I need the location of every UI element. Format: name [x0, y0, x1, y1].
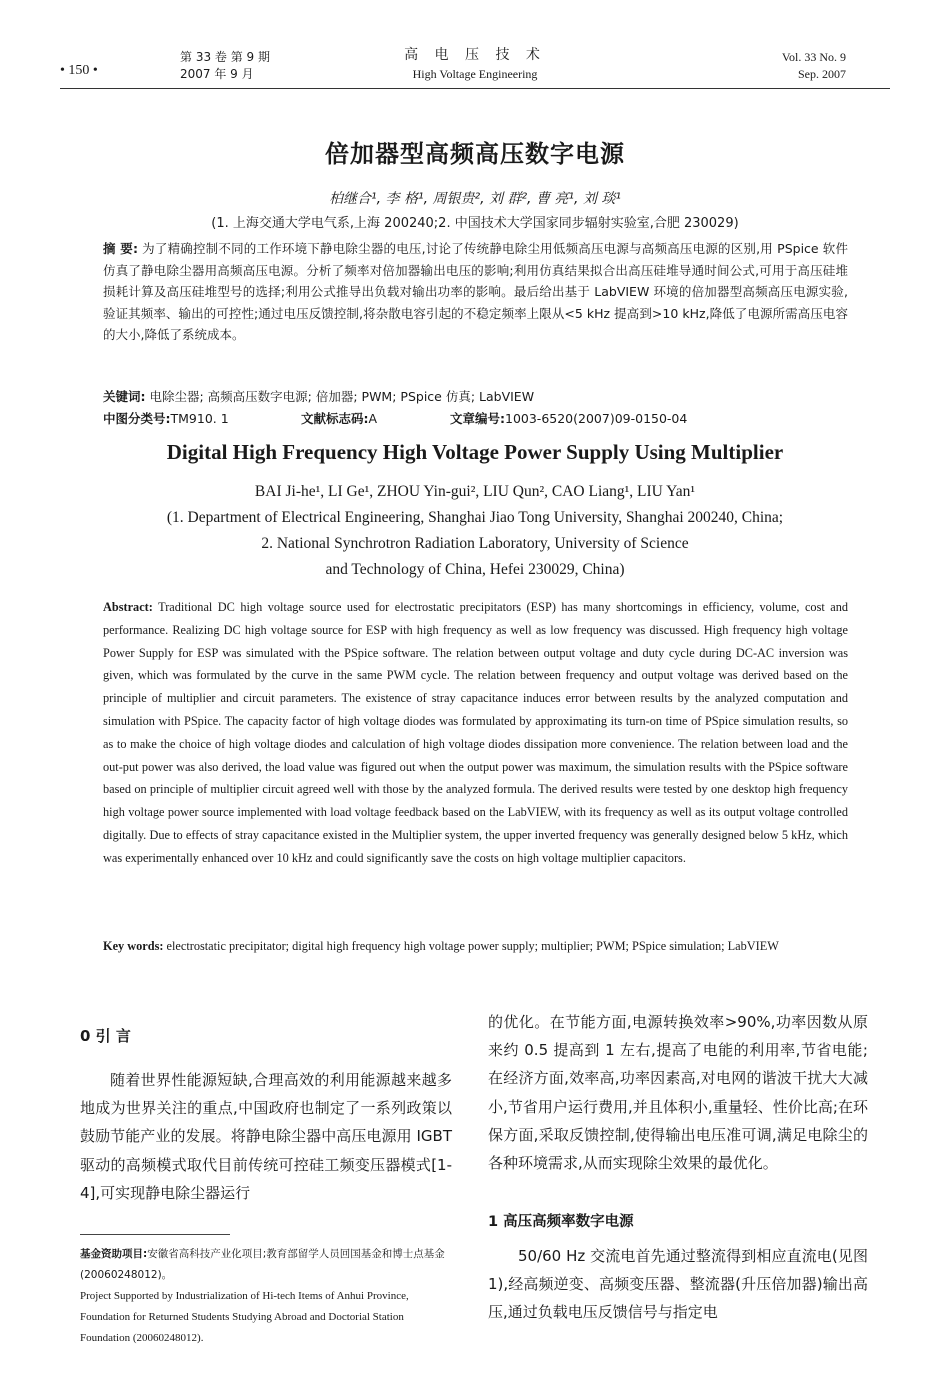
- clc-label: 中图分类号:: [103, 411, 171, 426]
- abstract-en-label: Abstract:: [103, 600, 153, 614]
- paper-title-cn: 倍加器型高频高压数字电源: [325, 140, 625, 168]
- affiliation-cn: (1. 上海交通大学电气系,上海 200240;2. 中国技术大学国家同步辐射实验室,合肥 230029): [211, 216, 739, 231]
- intro-paragraph-continued: 的优化。在节能方面,电源转换效率>90%,功率因数从原来约 0.5 提高到 1 左右,提高了电能的利用率,节省电能;在经济方面,效率高,功率因素高,对电网的谐波干扰大大减小,节省用户运行费用,并且体积小,重量轻、性价比高;在环保方面,采取反馈控制,使得输出电压准可调,满足电除尘的各种环境需求,从而实现除尘效果的最优化。: [488, 1013, 868, 1173]
- keywords-en: [103, 935, 848, 958]
- keywords-en-text: electrostatic precipitator; digital high frequency high voltage power supply; multiplier; PWM; PSpice simulation; LabVIEW: [166, 939, 779, 953]
- doc-code-label: 文献标志码:: [301, 411, 369, 426]
- abstract-cn-text: 为了精确控制不同的工作环境下静电除尘器的电压,讨论了传统静电除尘用低频高压电源与高频高压电源的区别,用 PSpice 软件仿真了静电除尘器用高频高压电源。分析了频率对倍加器输出电压的影响;利用仿真结果拟合出高压硅堆导通时间公式,可用于高压硅堆损耗计算及高压硅堆型号的选择;利用公式推导出负载对输出功率的影响。最后给出基于 LabVIEW 环境的倍加器型高频高压电源实验,验证其频率、输出的可控性;通过电压反馈控制,将杂散电容引起的不稳定频率上限从<5 kHz 提高到>10 kHz,降低了电源所需高压电容的大小,降低了系统成本。: [103, 241, 848, 342]
- affiliation-en-line-1: (1. Department of Electrical Engineering, Shanghai Jiao Tong University, Shanghai 200240, China;: [166, 509, 784, 526]
- clc-number: [103, 409, 229, 429]
- paper-title-en: Digital High Frequency High Voltage Power Supply Using Multiplier: [166, 440, 784, 464]
- article-number: [450, 409, 687, 429]
- affiliation-en-line-3: and Technology of China, Hefei 230029, China): [325, 561, 625, 578]
- footnote-rule: [80, 1234, 230, 1235]
- abstract-cn: [103, 238, 848, 346]
- doc-code: [301, 409, 377, 429]
- date-en: Sep. 2007: [798, 67, 846, 81]
- intro-paragraph: 随着世界性能源短缺,合理高效的利用能源越来越多地成为世界关注的重点,中国政府也制定了一系列政策以鼓励节能产业的发展。将静电除尘器中高压电源用 IGBT 驱动的高频模式取代目前传统可控硅工频变压器模式[1-4],可实现静电除尘器运行: [80, 1071, 452, 1202]
- article-number-value: 1003-6520(2007)09-0150-04: [505, 411, 688, 426]
- date-cn: 2007 年 9 月: [180, 67, 254, 81]
- section-0-heading: 0 引 言: [80, 1027, 131, 1045]
- section-1-paragraph: 50/60 Hz 交流电首先通过整流得到相应直流电(见图 1),经高频逆变、高频变压器、整流器(升压倍加器)输出高压,通过负载电压反馈信号与指定电: [488, 1247, 868, 1322]
- journal-name-en: High Voltage Engineering: [412, 67, 538, 81]
- section-1-heading: 1 高压高频率数字电源: [488, 1214, 634, 1230]
- keywords-cn-label: 关键词:: [103, 389, 146, 404]
- header-rule: [60, 88, 890, 89]
- abstract-cn-label: 摘 要:: [103, 241, 138, 256]
- abstract-en-text: Traditional DC high voltage source used for electrostatic precipitators (ESP) has many shortcomings in efficiency, volume, cost and performance. Realizing DC high voltage source for ESP with high frequency as well as low frequency was discussed. High frequency high voltage Power Supply for ESP was simulated with the PSpice software. The relation between output voltage and duty cycle during DC-AC inversion was given, which was formulated by the curve in the same PWM cycle. The relation between frequency and output voltage was derived based on the principle of multiplier and circuit parameters. The existence of stray capacitance induces error between results by the analyzed computation and simulation with PSpice. The capacity factor of high voltage diodes was formulated by approximating its turn-on time of PSpice simulation results, so as to make the choice of high voltage diodes and calculation of high voltage diodes dissipation more convenience. The relation between load and the out-put power was also derived, the load value was figured out when the output power was maximum, the simulation results with the PSpice software based on principle of multiplier circuit agreed well with those by the analyzed formula. The derived results were tested by one desktop high frequency high voltage power source implemented with load voltage feedback based on the LabVIEW, with its frequency as well as its output voltage controlled digitally. Due to effects of stray capacitance existed in the Multiplier system, the upper inverted frequency was generally designed below 5 kHz, which was experimentally enhanced over 10 kHz and could significantly save the costs on high voltage multiplier capacitors.: [103, 600, 848, 865]
- keywords-cn-text: 电除尘器; 高频高压数字电源; 倍加器; PWM; PSpice 仿真; LabVIEW: [149, 389, 535, 404]
- article-number-label: 文章编号:: [450, 411, 505, 426]
- authors-en: BAI Ji-he¹, LI Ge¹, ZHOU Yin-gui², LIU Qun², CAO Liang¹, LIU Yan¹: [254, 483, 696, 500]
- authors-cn: 柏继合¹, 李 格¹, 周银贵², 刘 群², 曹 亮¹, 刘 琰¹: [329, 191, 621, 207]
- funding-text-cn: 安徽省高科技产业化项目;教育部留学人员回国基金和博士点基金(20060248012)。: [80, 1248, 445, 1281]
- journal-name-cn: 高 电 压 技 术: [404, 47, 546, 63]
- volume-issue-en: Vol. 33 No. 9: [781, 50, 846, 64]
- doc-code-value: A: [368, 411, 378, 426]
- funding-label: 基金资助项目:: [80, 1248, 148, 1260]
- abstract-en: [103, 596, 848, 870]
- page-number: • 150 •: [60, 63, 98, 78]
- funding-footnote-cn: [80, 1244, 452, 1286]
- clc-value: TM910. 1: [170, 411, 229, 426]
- keywords-cn: [103, 387, 848, 407]
- affiliation-en-line-2: 2. National Synchrotron Radiation Laboratory, University of Science: [261, 535, 689, 552]
- funding-footnote-en: Project Supported by Industrialization of Hi-tech Items of Anhui Province, Foundation for Returned Students Studying Abroad and Doctorial Station Foundation (20060248012).: [80, 1290, 409, 1344]
- volume-issue-cn: 第 33 卷 第 9 期: [180, 50, 270, 64]
- keywords-en-label: Key words:: [103, 939, 164, 953]
